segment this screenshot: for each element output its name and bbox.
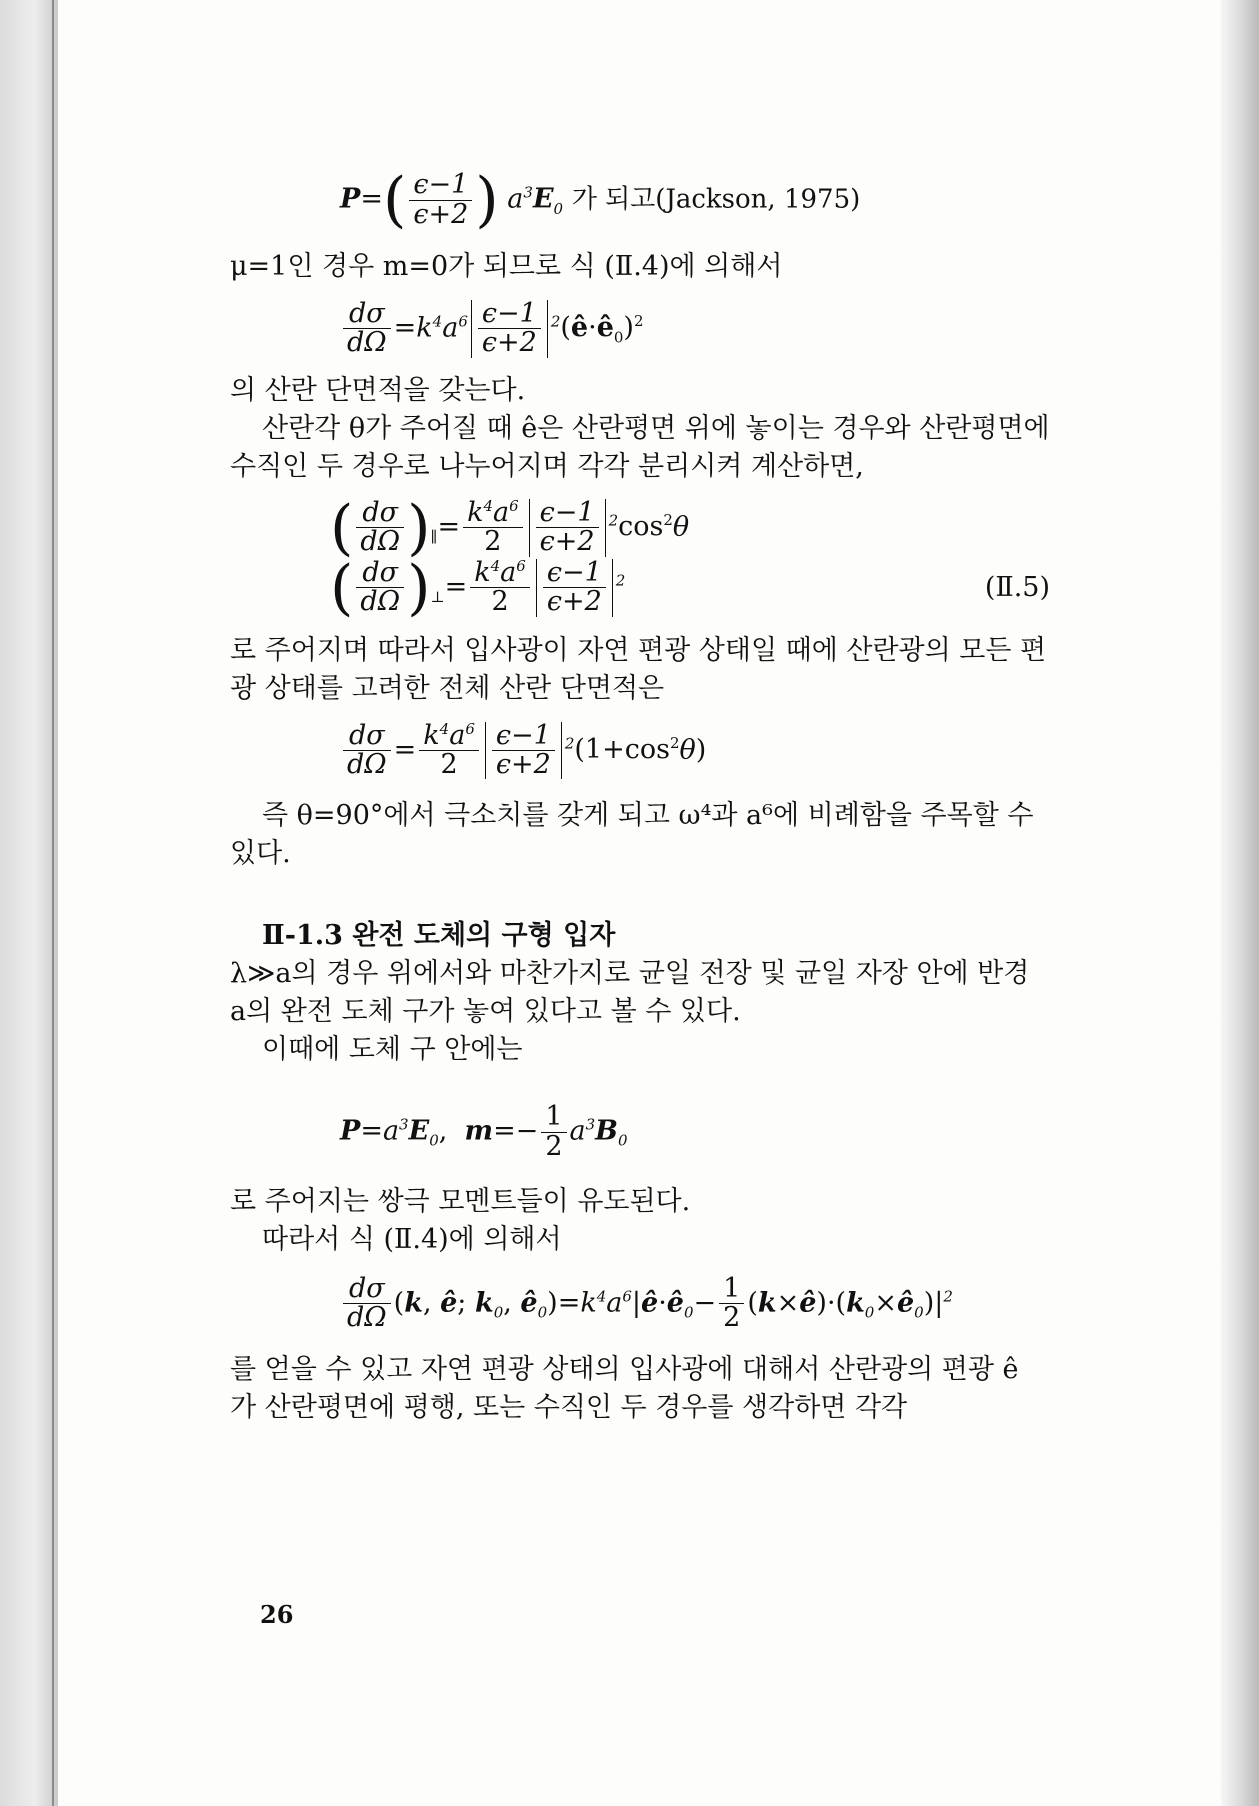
equation-conductor-cross-section: $\frac{d\sigma}{d\Omega}$ (k, ê; $k_0$, $ê_0)=k^4a^6|ê\cdot ê_0-$ $\frac{1}{2}$ $(k\times ê)\cdot(k_0\times ê_0)|^2$ [340,1275,1110,1333]
paragraph-polarization-b: 가 산란평면에 평행, 또는 수직인 두 경우를 생각하면 각각 [230,1391,908,1423]
page-stack-edge [1221,0,1259,1806]
paragraph-minimum-b: 있다. [230,838,291,870]
paragraph-inside-sphere: 이때에 도체 구 안에는 [262,1034,523,1066]
paragraph-angle-b: 수직인 두 경우로 나누어지며 각각 분리시켜 계산하면, [230,450,864,482]
equation-polarization-dielectric: P=( $\frac{\epsilon-1}{\epsilon+2}$ ) $a^3E_0$ 가 되고(Jackson, 1975) [340,165,861,235]
page-number: 26 [260,1600,294,1629]
page-content [230,165,1110,1427]
equation-total-cross-section: $\frac{d\sigma}{d\Omega}$ = $\frac{k^4a^6}{2}$ $\frac{\epsilon-1}{\epsilon+2}$ $^2(1+\cos^2\theta)$ [340,722,1110,780]
equation-cross-section-perpendicular: ( $\frac{d\sigma}{d\Omega}$ )$_\perp=$ $\frac{k^4a^6}{2}$ $\frac{\epsilon-1}{\epsilon+2}$ $^2$ (Ⅱ.5) [330,552,1050,623]
paragraph-natural-light-b: 광 상태를 고려한 전체 산란 단면적은 [230,672,665,704]
equation-number-II5: (Ⅱ.5) [984,571,1050,603]
paragraph-angle-a: 산란각 θ가 주어질 때 ê은 산란평면 위에 놓이는 경우와 산란평면에 [262,412,1050,444]
paragraph-conductor-a: λ≫a의 경우 위에서와 마찬가지로 균일 전장 및 균일 자장 안에 반경 [230,958,1030,990]
paragraph-therefore: 따라서 식 (Ⅱ.4)에 의해서 [262,1224,562,1256]
paragraph-conductor-b: a의 완전 도체 구가 놓여 있다고 볼 수 있다. [230,996,741,1028]
paragraph-mu-condition: μ=1인 경우 m=0가 되므로 식 (Ⅱ.4)에 의해서 [230,251,783,282]
equation-cross-section-dielectric: $\frac{d\sigma}{d\Omega}$ $=k^4a^6$ $\frac{\epsilon-1}{\epsilon+2}$ $^2(ê\cdot ê_0)^2$ [340,300,1110,358]
paragraph-polarization-a: 를 얻을 수 있고 자연 편광 상태의 입사광에 대해서 산란광의 편광 ê [230,1353,1019,1385]
equation-cross-section-parallel: ( $\frac{d\sigma}{d\Omega}$ )$_\parallel=$ $\frac{k^4a^6}{2}$ $\frac{\epsilon-1}{\epsilon+2}$ $^2\cos^2\theta$ [330,492,690,563]
equation-dipole-moments: $P=a^3E_0$, m=− $\frac{1}{2}$ $a^3B_0$ [340,1101,628,1162]
eq1-tail-text: 가 되고(Jackson, 1975) [571,184,861,215]
page-binding-edge [0,0,58,1806]
paragraph-result-1: 의 산란 단면적을 갖는다. [230,374,526,406]
paragraph-induced-dipoles: 로 주어지는 쌍극 모멘트들이 유도된다. [230,1186,691,1218]
section-heading: Ⅱ-1.3 완전 도체의 구형 입자 [262,920,616,952]
paragraph-minimum-a: 즉 θ=90°에서 극소치를 갖게 되고 ω⁴과 a⁶에 비례함을 주목할 수 [262,800,1034,832]
paragraph-natural-light-a: 로 주어지며 따라서 입사광이 자연 편광 상태일 때에 산란광의 모든 편 [230,634,1047,666]
